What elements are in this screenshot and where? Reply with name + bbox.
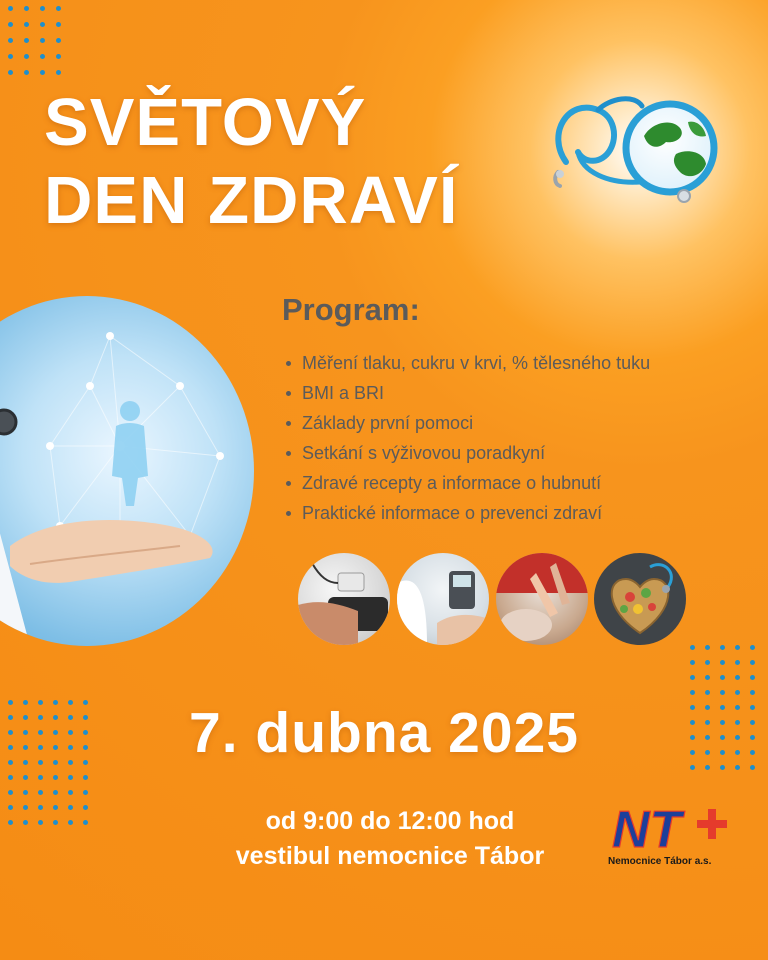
program-heading: Program: [282, 292, 420, 327]
thumb-heart-bowl-stethoscope [594, 553, 686, 645]
hologram-illustration [0, 296, 254, 646]
dot-pattern-top-left [8, 6, 61, 75]
program-list [284, 348, 650, 528]
thumb-glucose-meter [397, 553, 489, 645]
event-title [44, 84, 459, 240]
event-place: vestibul nemocnice Tábor [235, 842, 545, 870]
list-item: Měření tlaku, cukru v krvi, % tělesného tuku [284, 348, 650, 378]
list-item: BMI a BRI [284, 378, 650, 408]
list-item: Základy první pomoci [284, 408, 650, 438]
logo-text: NT [612, 801, 682, 859]
list-item: Zdravé recepty a informace o hubnutí [284, 468, 650, 498]
hero-image-doctor-hands [0, 296, 254, 646]
thumb-blood-pressure [298, 553, 390, 645]
list-item: Praktické informace o prevenci zdraví [284, 498, 650, 528]
thumb-cpr-training [496, 553, 588, 645]
list-item: Setkání s výživovou poradkyní [284, 438, 650, 468]
stethoscope-globe-icon [548, 92, 724, 204]
event-date: 7. dubna 2025 [189, 701, 579, 765]
title-line-2: DEN ZDRAVÍ [44, 163, 459, 238]
title-line-1: SVĚTOVÝ [44, 85, 367, 160]
event-time: od 9:00 do 12:00 hod [265, 807, 515, 835]
organizer-caption: Nemocnice Tábor a.s. [608, 856, 712, 867]
